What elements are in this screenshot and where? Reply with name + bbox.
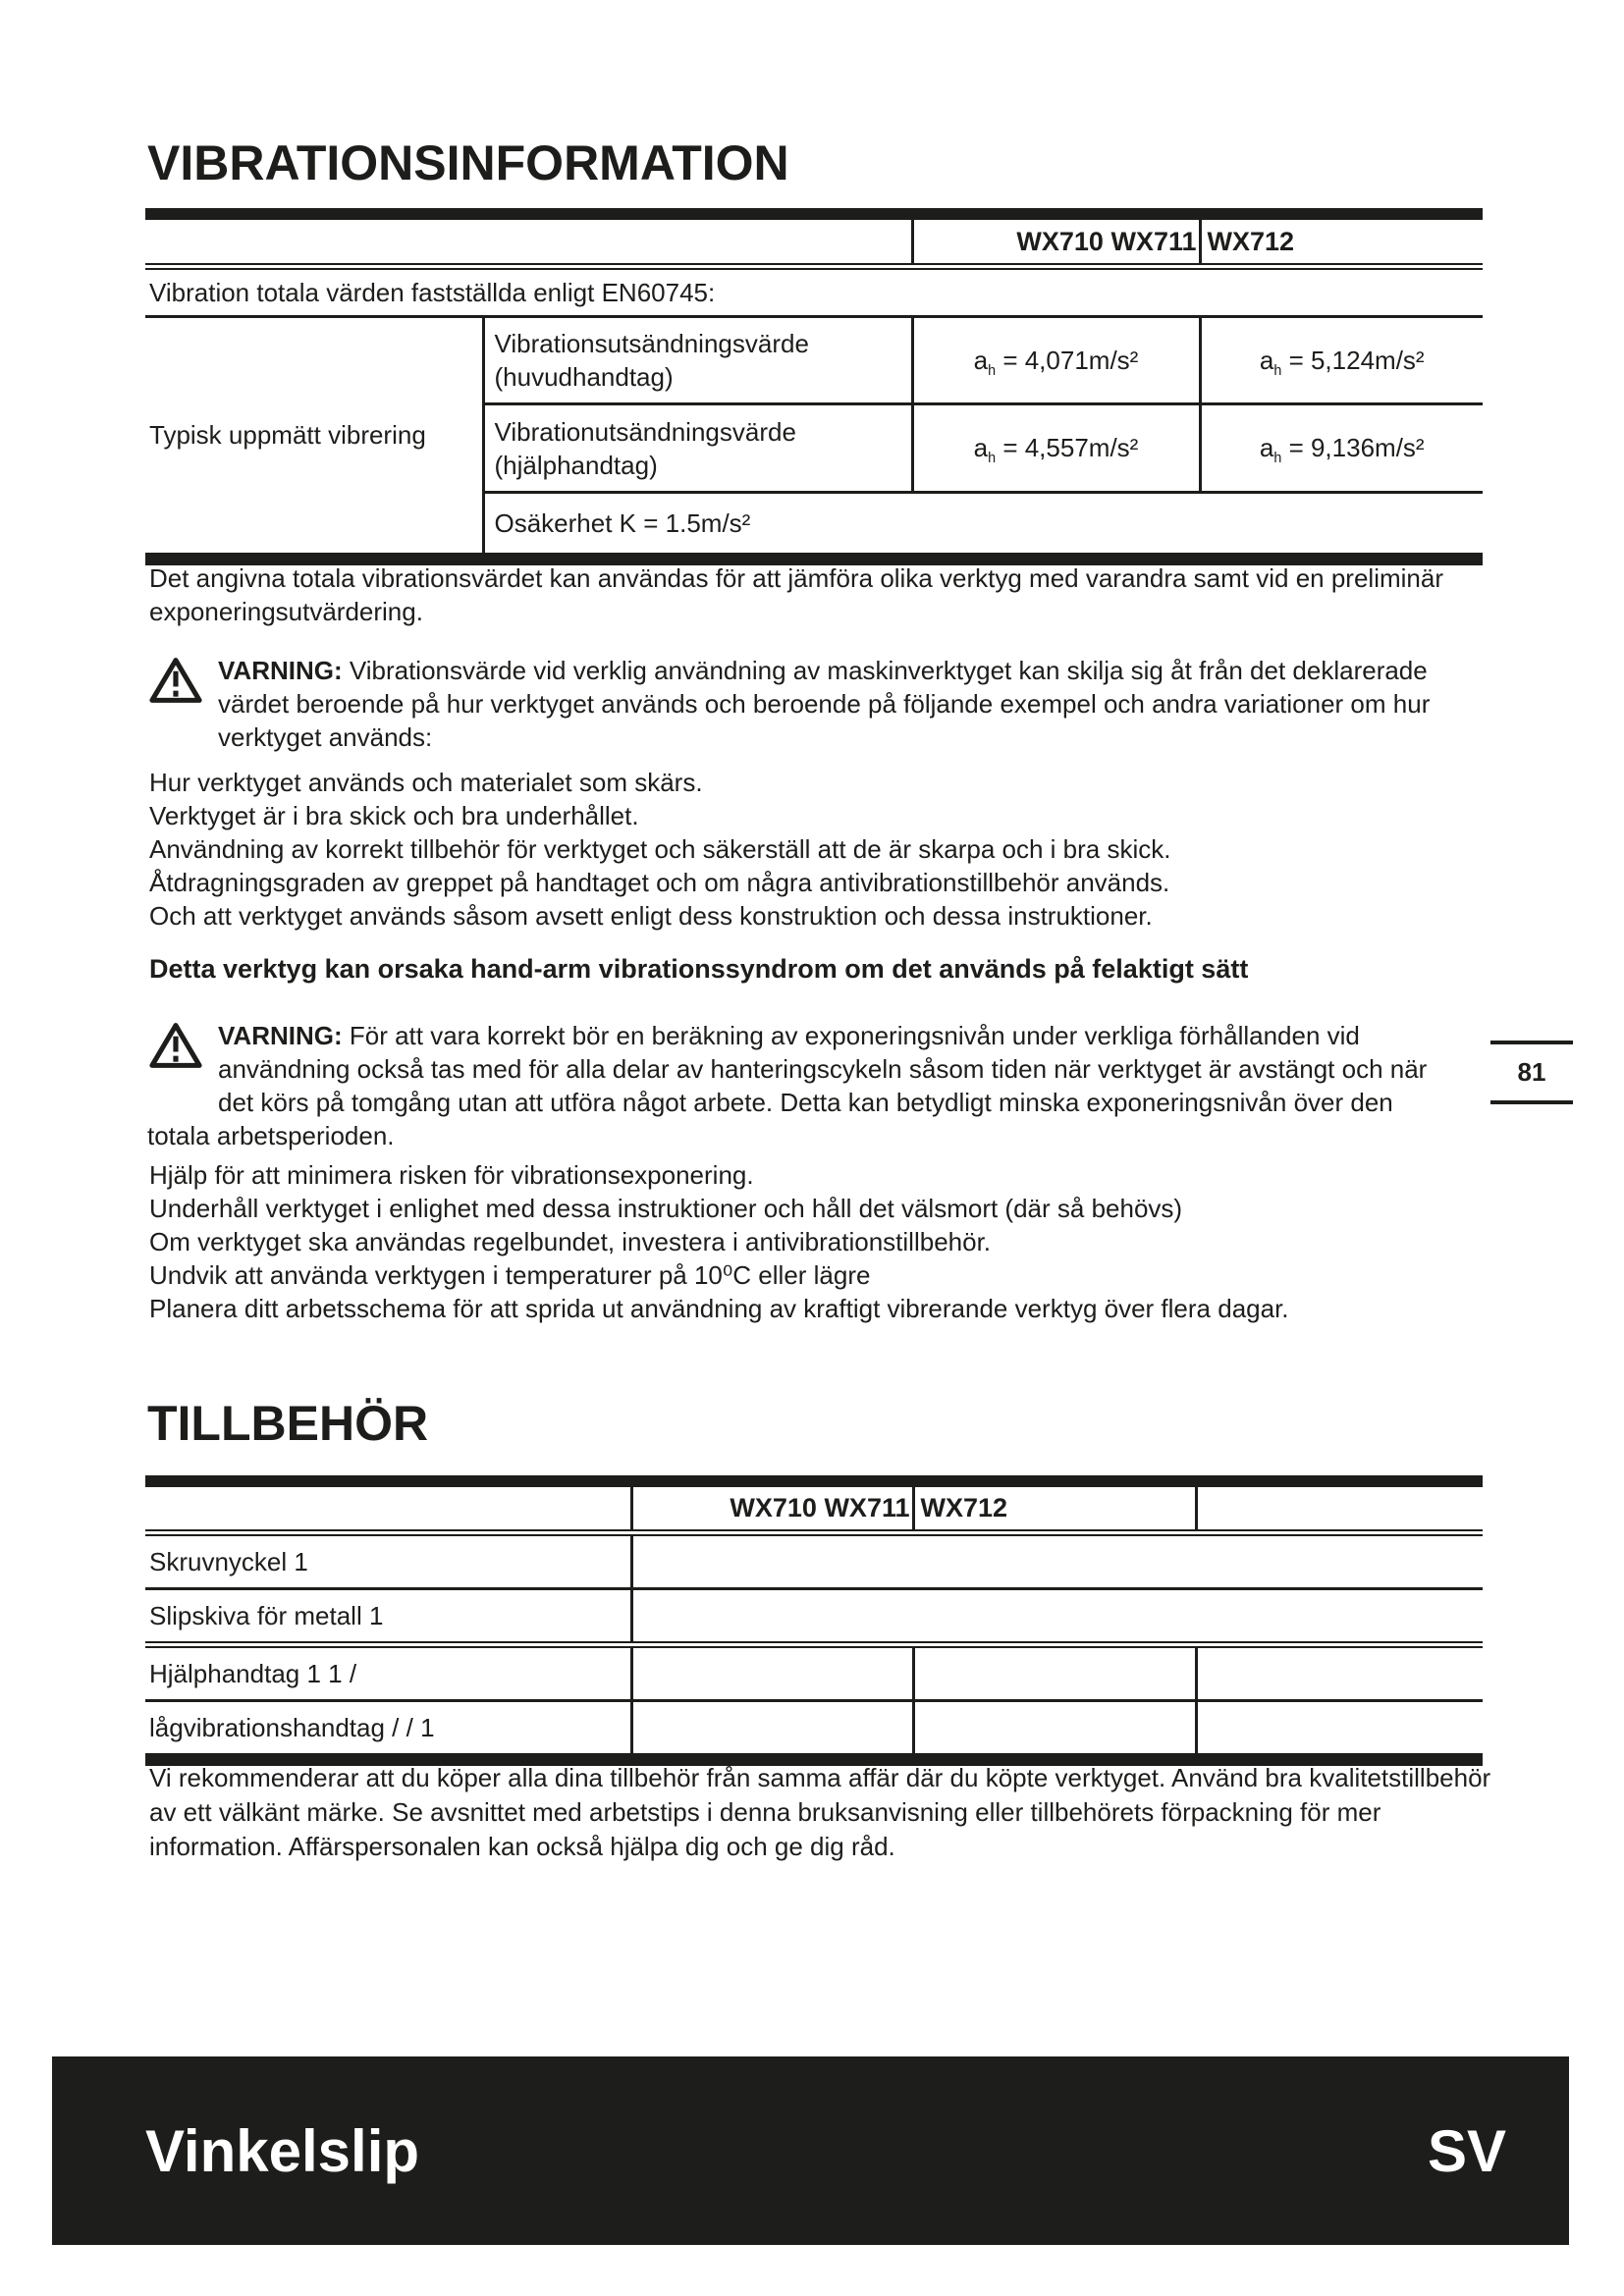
uncertainty-cell: Osäkerhet K = 1.5m/s² xyxy=(494,507,751,538)
table-top-bar xyxy=(145,208,1483,220)
accessory-qty-cell xyxy=(631,1701,913,1754)
value-symbol: a xyxy=(973,433,989,462)
value-symbol: a xyxy=(973,345,989,375)
accessories-section-title: TILLBEHÖR xyxy=(147,1396,429,1451)
vibration-table xyxy=(145,208,1483,565)
table-top-bar xyxy=(145,1475,1483,1487)
vibration-section-title: VIBRATIONSINFORMATION xyxy=(147,135,789,190)
warning-icon xyxy=(147,1021,204,1070)
warning-icon xyxy=(147,656,204,705)
accessory-qty-cell xyxy=(631,1589,1483,1645)
language-code-label: SV xyxy=(1427,2117,1506,2184)
usage-factors-list xyxy=(149,766,1170,933)
measurement-desc-line: Vibrationutsändningsvärde xyxy=(494,416,796,447)
value-subscript: h xyxy=(1273,362,1282,379)
warning-text: Vibrationsvärde vid verklig användning av maskinverktyget kan skilja sig åt från det deklarerade värdet beroende på hur verktyget används och beroende på följande exempel och andra variationer om hur verktyget används: xyxy=(218,656,1431,752)
hand-arm-warning-heading: Detta verktyg kan orsaka hand-arm vibrationssyndrom om det används på felaktigt sätt xyxy=(149,954,1249,984)
list-item: Åtdragningsgraden av greppet på handtaget och om några antivibrationstillbehör används. xyxy=(149,868,1170,897)
value-subscript: h xyxy=(988,451,997,467)
warning-block-1 xyxy=(147,654,1453,754)
accessory-label-cell: Slipskiva för metall 1 xyxy=(145,1589,631,1645)
warning-label: VARNING: xyxy=(218,1021,343,1050)
vibration-table-grid xyxy=(145,220,1483,553)
warning-text: För att vara korrekt bör en beräkning av exponeringsnivån under verkliga förhållanden vid användning också tas med för alla delar av hanteringscykeln såsom tiden när verktyget är avstängt och när det körs på tomgång utan att utföra något arbete. Detta kan betydligt minska exponeringsnivån över den totala arbetsperioden. xyxy=(147,1021,1428,1150)
accessory-qty-cell xyxy=(631,1645,913,1701)
accessory-qty-cell xyxy=(1196,1701,1483,1754)
value-subscript: h xyxy=(1273,451,1282,467)
empty-header-cell xyxy=(1196,1487,1483,1533)
row-group-label-cell: Typisk uppmätt vibrering xyxy=(145,317,483,554)
accessories-closing-paragraph: Vi rekommenderar att du köper alla dina tillbehör från samma affär där du köpte verktyget. Använd bra kvalitetstillbehör av ett välkänt märke. Se avsnittet med arbetstips i denna bruksanvisning eller tillbehörets förpackning för mer information. Affärspersonalen kan också hjälpa dig och ge dig råd. xyxy=(149,1763,1491,1861)
list-item: Användning av korrekt tillbehör för verktyget och säkerställ att de är skarpa och i bra skick. xyxy=(149,834,1171,864)
value-number: = 4,071m/s² xyxy=(996,345,1139,375)
product-type-label: Vinkelslip xyxy=(145,2117,420,2184)
vibration-intro-paragraph: Det angivna totala vibrationsvärdet kan användas för att jämföra olika verktyg med varandra samt vid en preliminär exponeringsutvärdering. xyxy=(149,563,1443,626)
exposure-tips-list xyxy=(149,1158,1289,1325)
measurement-desc-line: (huvudhandtag) xyxy=(494,362,674,392)
value-number: = 4,557m/s² xyxy=(996,433,1139,462)
accessories-table-grid xyxy=(145,1487,1483,1753)
list-item: Och att verktyget används såsom avsett enligt dess konstruktion och dessa instruktioner. xyxy=(149,901,1153,931)
list-item: Hur verktyget används och materialet som skärs. xyxy=(149,768,703,797)
models-header-cell-2: WX712 xyxy=(1200,220,1483,267)
list-item: Verktyget är i bra skick och bra underhållet. xyxy=(149,801,639,830)
models-header-cell-1: WX710 WX711 xyxy=(912,220,1200,267)
accessories-table xyxy=(145,1475,1483,1766)
models-header-cell-1: WX710 WX711 xyxy=(631,1487,913,1533)
list-item: Om verktyget ska användas regelbundet, investera i antivibrationstillbehör. xyxy=(149,1227,992,1256)
value-symbol: a xyxy=(1259,345,1274,375)
value-cell xyxy=(1200,404,1483,493)
value-cell xyxy=(1200,317,1483,404)
value-number: = 5,124m/s² xyxy=(1281,345,1425,375)
measurement-desc-cell xyxy=(483,404,912,493)
warning-block-2 xyxy=(147,1019,1453,1152)
standard-note-cell: Vibration totala värden fastställda enligt EN60745: xyxy=(145,267,1483,317)
accessory-label-cell: Hjälphandtag 1 1 / xyxy=(145,1645,631,1701)
value-cell xyxy=(912,404,1200,493)
value-cell xyxy=(912,317,1200,404)
measurement-desc-line: (hjälphandtag) xyxy=(494,450,658,480)
warning-label: VARNING: xyxy=(218,656,343,685)
page-number: 81 xyxy=(1490,1041,1573,1104)
list-item: Underhåll verktyget i enlighet med dessa instruktioner och håll det välsmort (där så behövs) xyxy=(149,1194,1183,1223)
list-item: Undvik att använda verktygen i temperaturer på 10⁰C eller lägre xyxy=(149,1260,871,1290)
empty-header-cell xyxy=(145,1487,631,1533)
empty-header-cell xyxy=(145,220,912,267)
accessory-label-cell: lågvibrationshandtag / / 1 xyxy=(145,1701,631,1754)
value-symbol: a xyxy=(1259,433,1274,462)
accessory-qty-cell xyxy=(1196,1645,1483,1701)
list-item: Planera ditt arbetsschema för att sprida ut användning av kraftigt vibrerande verktyg över flera dagar. xyxy=(149,1294,1289,1323)
measurement-desc-cell xyxy=(483,317,912,404)
footer-bar xyxy=(52,2056,1569,2245)
accessory-label-cell: Skruvnyckel 1 xyxy=(145,1533,631,1589)
accessory-qty-cell xyxy=(913,1701,1196,1754)
list-item: Hjälp för att minimera risken för vibrationsexponering. xyxy=(149,1160,754,1190)
measurement-desc-line: Vibrationsutsändningsvärde xyxy=(494,329,809,358)
models-header-cell-2: WX712 xyxy=(913,1487,1196,1533)
accessory-qty-cell xyxy=(631,1533,1483,1589)
value-number: = 9,136m/s² xyxy=(1281,433,1425,462)
value-subscript: h xyxy=(988,362,997,379)
accessory-qty-cell xyxy=(913,1645,1196,1701)
